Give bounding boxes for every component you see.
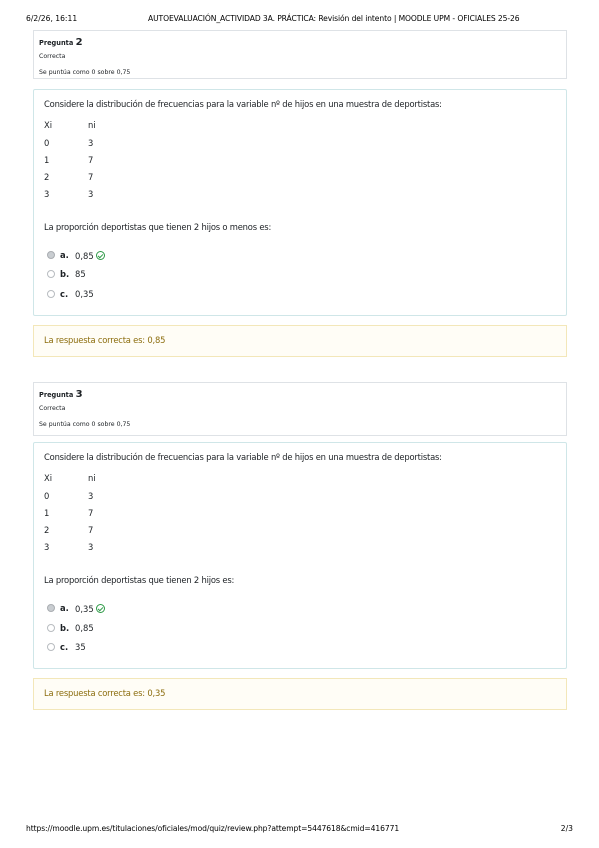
option-value: 0,85 bbox=[75, 623, 94, 633]
radio-unselected[interactable] bbox=[47, 624, 55, 632]
table-header: ni bbox=[88, 120, 96, 130]
table-cell: 0 bbox=[44, 491, 50, 501]
table-header-row bbox=[44, 473, 164, 485]
feedback-text: La respuesta correcta es: 0,35 bbox=[44, 688, 166, 698]
table-row bbox=[44, 189, 164, 201]
table-row bbox=[44, 491, 164, 503]
correct-check-icon bbox=[96, 604, 105, 613]
option-value: 0,35 bbox=[75, 604, 94, 614]
table-header: Xi bbox=[44, 473, 53, 483]
question-grade: Se puntúa como 0 sobre 0,75 bbox=[39, 421, 131, 428]
table-cell: 2 bbox=[44, 525, 50, 535]
table-row bbox=[44, 138, 164, 150]
table-cell: 2 bbox=[44, 172, 50, 182]
table-row bbox=[44, 172, 164, 184]
option-letter: c. bbox=[60, 642, 69, 652]
table-cell: 3 bbox=[44, 542, 50, 552]
question-content-2 bbox=[33, 89, 567, 316]
question-info-2 bbox=[33, 30, 567, 79]
option-value: 85 bbox=[75, 269, 86, 279]
radio-unselected[interactable] bbox=[47, 270, 55, 278]
question-content-3 bbox=[33, 442, 567, 669]
table-cell: 0 bbox=[44, 138, 50, 148]
question-state: Correcta bbox=[39, 53, 66, 60]
question-info-3 bbox=[33, 382, 567, 436]
print-url: https://moodle.upm.es/titulaciones/oficiales/mod/quiz/review.php?attempt=5447618&cmid=416771 bbox=[26, 824, 400, 833]
correct-check-icon bbox=[96, 251, 105, 260]
question-number-label: Pregunta 3 bbox=[39, 389, 83, 400]
option-letter: b. bbox=[60, 623, 70, 633]
table-cell: 3 bbox=[88, 491, 94, 501]
correct-answer-feedback bbox=[33, 678, 567, 710]
table-row bbox=[44, 525, 164, 537]
table-cell: 7 bbox=[88, 508, 94, 518]
option-value: 0,85 bbox=[75, 251, 94, 261]
table-header: Xi bbox=[44, 120, 53, 130]
question-text: Considere la distribución de frecuencias para la variable nº de hijos en una muestra de deportistas: bbox=[44, 452, 442, 462]
option-value: 35 bbox=[75, 642, 86, 652]
option-letter: b. bbox=[60, 269, 70, 279]
question-grade: Se puntúa como 0 sobre 0,75 bbox=[39, 69, 131, 76]
option-letter: c. bbox=[60, 289, 69, 299]
print-page-title: AUTOEVALUACIÓN_ACTIVIDAD 3A. PRÁCTICA: Revisión del intento | MOODLE UPM - OFICIALES 25-26 bbox=[148, 14, 520, 23]
table-header-row bbox=[44, 120, 164, 132]
radio-unselected[interactable] bbox=[47, 643, 55, 651]
radio-unselected[interactable] bbox=[47, 290, 55, 298]
feedback-text: La respuesta correcta es: 0,85 bbox=[44, 335, 166, 345]
radio-selected[interactable] bbox=[47, 251, 55, 259]
question-text: Considere la distribución de frecuencias para la variable nº de hijos en una muestra de deportistas: bbox=[44, 99, 442, 109]
question-number-label: Pregunta 2 bbox=[39, 37, 83, 48]
table-row bbox=[44, 508, 164, 520]
question-state: Correcta bbox=[39, 405, 66, 412]
option-letter: a. bbox=[60, 603, 69, 613]
question-prompt: La proporción deportistas que tienen 2 hijos es: bbox=[44, 575, 235, 585]
option-letter: a. bbox=[60, 250, 69, 260]
table-row bbox=[44, 155, 164, 167]
table-cell: 1 bbox=[44, 155, 50, 165]
table-cell: 7 bbox=[88, 172, 94, 182]
table-cell: 1 bbox=[44, 508, 50, 518]
table-cell: 3 bbox=[88, 138, 94, 148]
table-cell: 3 bbox=[88, 542, 94, 552]
correct-answer-feedback bbox=[33, 325, 567, 357]
table-row bbox=[44, 542, 164, 554]
table-header: ni bbox=[88, 473, 96, 483]
radio-selected[interactable] bbox=[47, 604, 55, 612]
table-cell: 7 bbox=[88, 525, 94, 535]
print-date: 6/2/26, 16:11 bbox=[26, 14, 78, 23]
table-cell: 3 bbox=[44, 189, 50, 199]
page-number: 2/3 bbox=[560, 824, 573, 833]
option-value: 0,35 bbox=[75, 289, 94, 299]
table-cell: 3 bbox=[88, 189, 94, 199]
table-cell: 7 bbox=[88, 155, 94, 165]
question-prompt: La proporción deportistas que tienen 2 hijos o menos es: bbox=[44, 222, 272, 232]
